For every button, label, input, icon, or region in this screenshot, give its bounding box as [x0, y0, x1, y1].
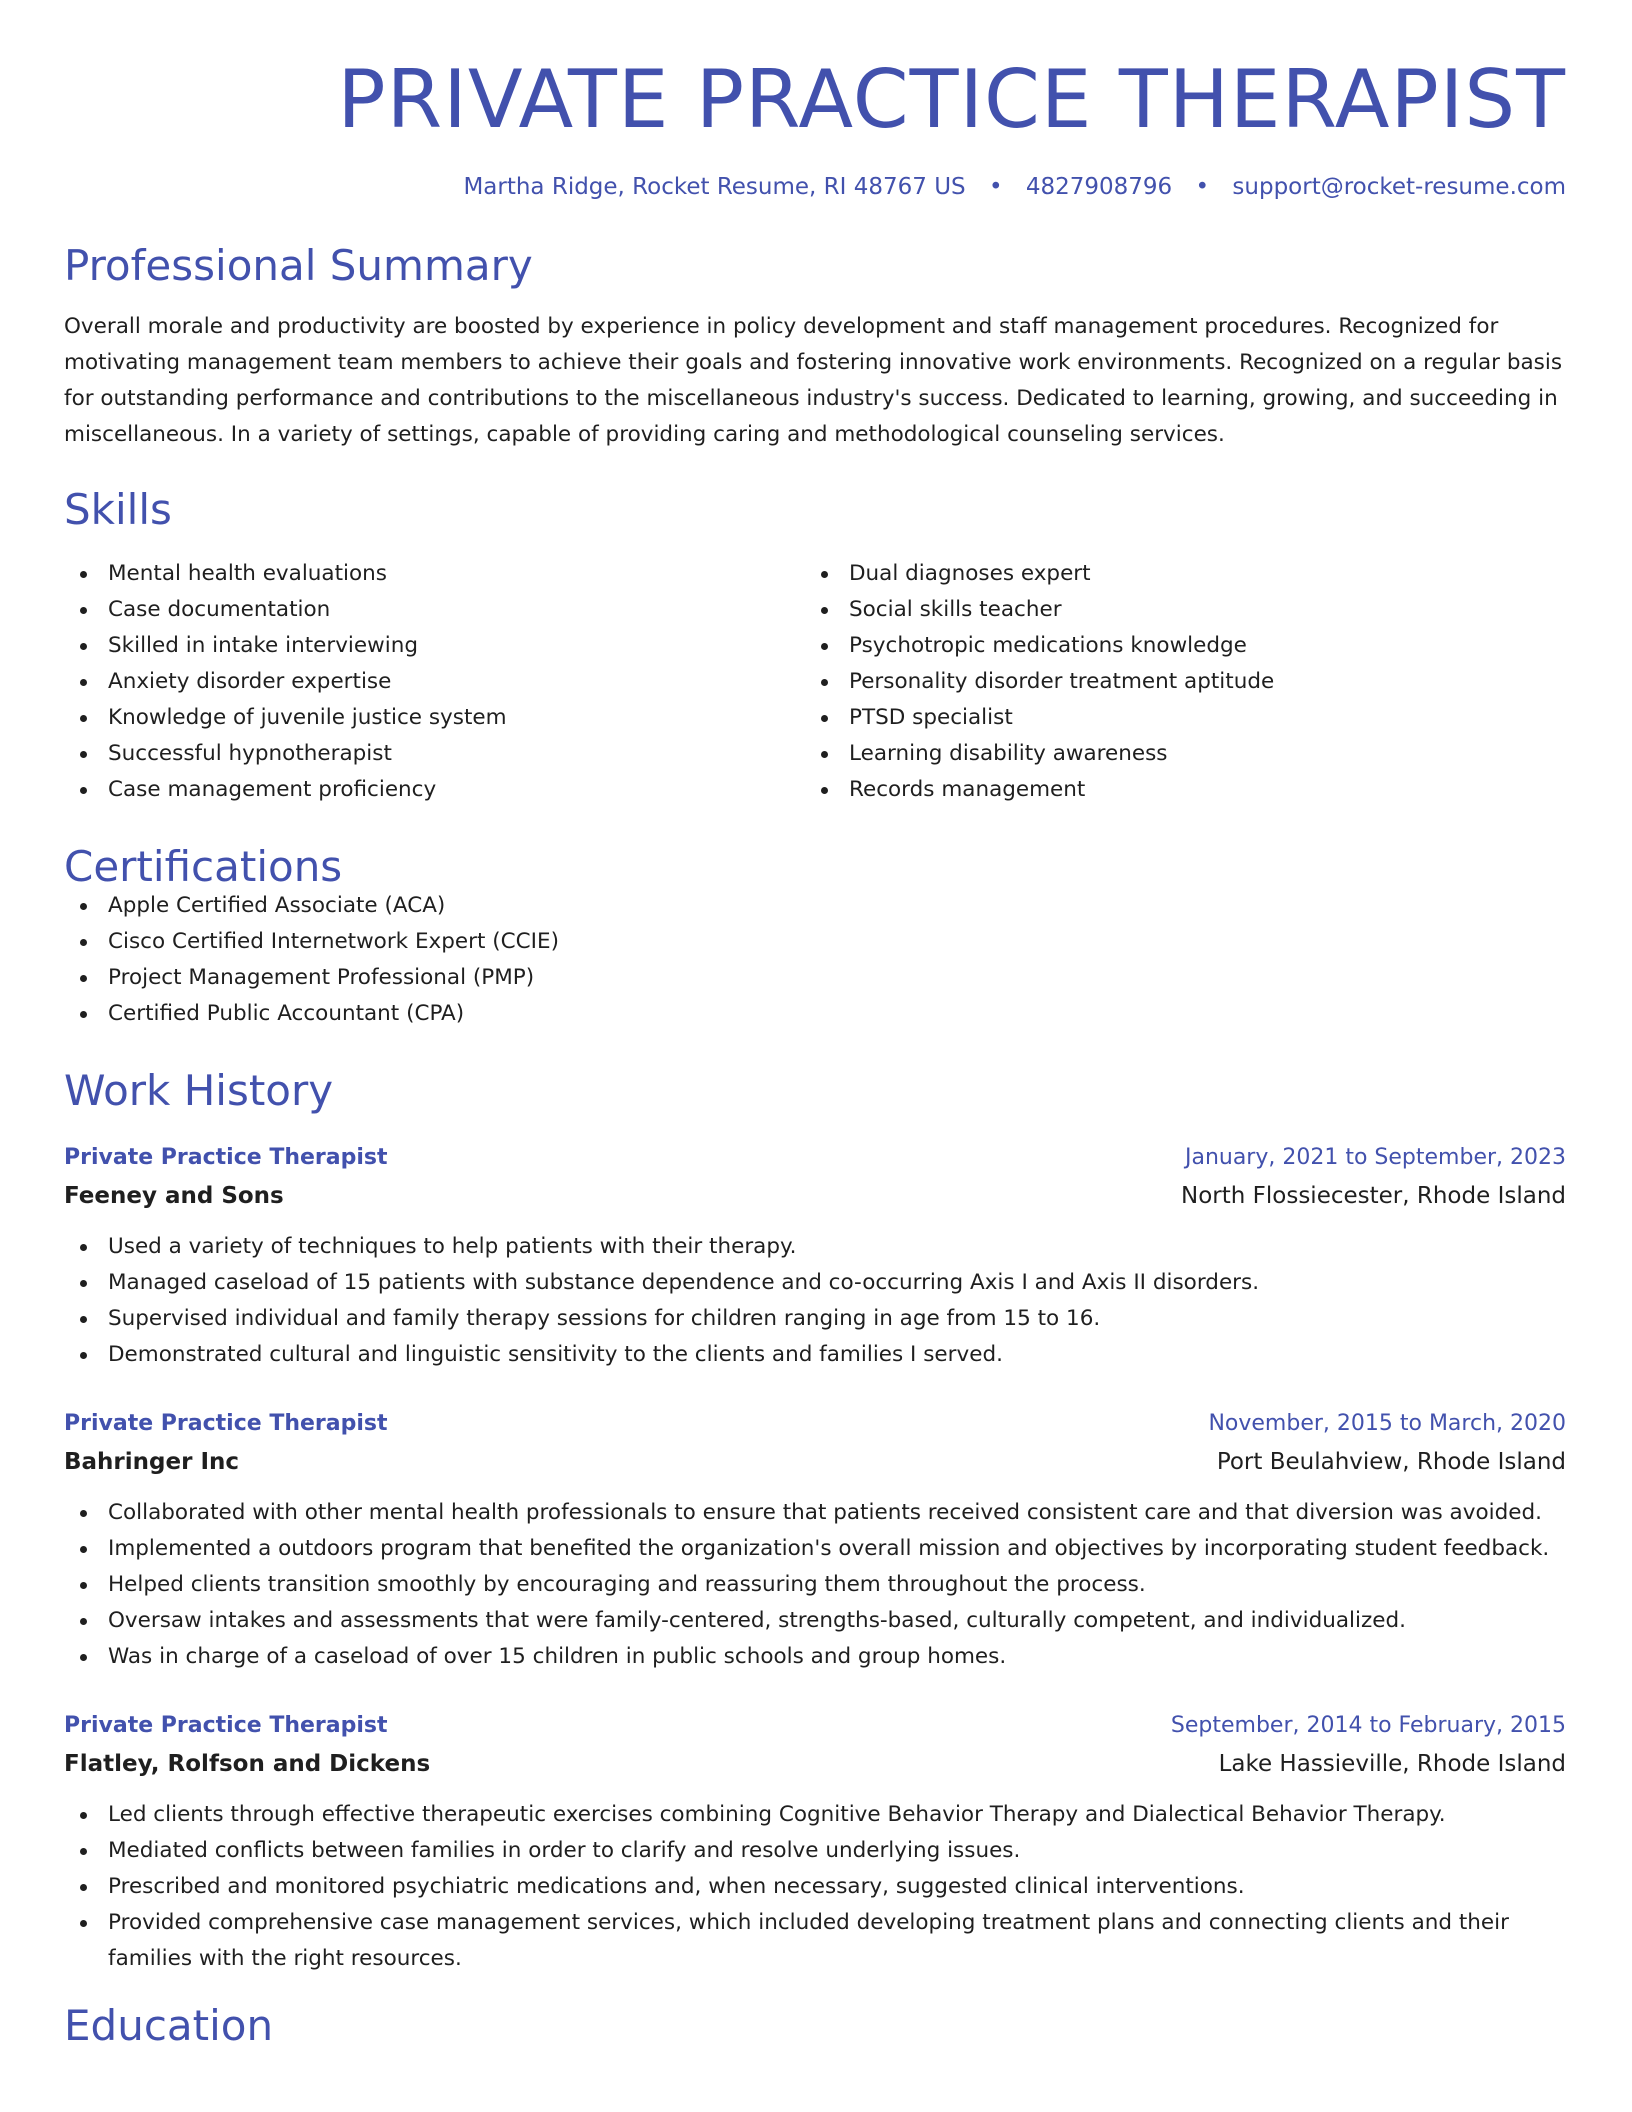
certification-item: Apple Certified Associate (ACA) — [64, 888, 1566, 924]
skill-item: Successful hypnotherapist — [64, 736, 805, 772]
duty-item: Oversaw intakes and assessments that were family-centered, strengths-based, culturally competent, and individualized. — [64, 1603, 1566, 1639]
work-history-heading: Work History — [64, 1066, 334, 1115]
contact-separator: • — [988, 174, 1003, 200]
job-company: Bahringer Inc — [64, 1449, 240, 1475]
job-location: Lake Hassieville, Rhode Island — [1218, 1751, 1566, 1777]
skills-heading: Skills — [64, 485, 172, 534]
duty-item: Was in charge of a caseload of over 15 children in public schools and group homes. — [64, 1639, 1566, 1675]
duty-item: Used a variety of techniques to help patients with their therapy. — [64, 1229, 1566, 1265]
education-heading: Education — [64, 2001, 274, 2050]
skill-item: Anxiety disorder expertise — [64, 664, 805, 700]
skills-list-right — [805, 556, 1546, 808]
duty-item: Provided comprehensive case management services, which included developing treatment plans and connecting clients and their families with the right resources. — [64, 1905, 1566, 1977]
certifications-list — [64, 888, 1566, 1032]
job-title: Private Practice Therapist — [64, 1713, 388, 1738]
job-dates: November, 2015 to March, 2020 — [1208, 1411, 1566, 1436]
certifications-heading: Certifications — [64, 842, 343, 891]
contact-separator: • — [1195, 174, 1210, 200]
skill-item: Records management — [805, 772, 1546, 808]
contact-phone: 4827908796 — [1025, 174, 1173, 200]
job-duties — [64, 1495, 1566, 1675]
job-location: North Flossiecester, Rhode Island — [1181, 1183, 1566, 1209]
duty-item: Led clients through effective therapeutic exercises combining Cognitive Behavior Therapy and Dialectical Behavior Therapy. — [64, 1797, 1566, 1833]
job-location: Port Beulahview, Rhode Island — [1216, 1449, 1566, 1475]
job-title: Private Practice Therapist — [64, 1145, 388, 1170]
certification-item: Certified Public Accountant (CPA) — [64, 996, 1566, 1032]
skill-item: Learning disability awareness — [805, 736, 1546, 772]
summary-heading: Professional Summary — [64, 241, 533, 290]
summary-text: Overall morale and productivity are boosted by experience in policy development and staff management procedures. Recognized for motivating management team members to achieve their goals and fostering innovative work environments. Recognized on a regular basis for outstanding performance and contributions to the miscellaneous industry's success. Dedicated to learning, growing, and succeeding in miscellaneous. In a variety of settings, capable of providing caring and methodological counseling services. — [64, 314, 1563, 447]
skills-columns — [64, 556, 1566, 808]
duty-item: Implemented a outdoors program that benefited the organization's overall mission and objectives by incorporating student feedback. — [64, 1531, 1566, 1567]
duty-item: Managed caseload of 15 patients with substance dependence and co-occurring Axis I and Axis II disorders. — [64, 1265, 1566, 1301]
job-dates: January, 2021 to September, 2023 — [1184, 1145, 1566, 1170]
resume-page — [64, 0, 1566, 2050]
certification-item: Cisco Certified Internetwork Expert (CCIE) — [64, 924, 1566, 960]
job-dates: September, 2014 to February, 2015 — [1170, 1713, 1566, 1738]
skill-item: Social skills teacher — [805, 592, 1546, 628]
skill-item: Dual diagnoses expert — [805, 556, 1546, 592]
duty-item: Mediated conflicts between families in order to clarify and resolve underlying issues. — [64, 1833, 1566, 1869]
skill-item: Case management proficiency — [64, 772, 805, 808]
job-entry — [64, 1406, 1566, 1675]
duty-item: Prescribed and monitored psychiatric medications and, when necessary, suggested clinical interventions. — [64, 1869, 1566, 1905]
duty-item: Collaborated with other mental health professionals to ensure that patients received consistent care and that diversion was avoided. — [64, 1495, 1566, 1531]
skill-item: Psychotropic medications knowledge — [805, 628, 1546, 664]
job-company: Flatley, Rolfson and Dickens — [64, 1751, 431, 1777]
resume-title: PRIVATE PRACTICE THERAPIST — [337, 53, 1566, 146]
skill-item: Knowledge of juvenile justice system — [64, 700, 805, 736]
skill-item: Mental health evaluations — [64, 556, 805, 592]
duty-item: Helped clients transition smoothly by encouraging and reassuring them throughout the process. — [64, 1567, 1566, 1603]
job-duties — [64, 1229, 1566, 1373]
skill-item: Skilled in intake interviewing — [64, 628, 805, 664]
skill-item: Case documentation — [64, 592, 805, 628]
certification-item: Project Management Professional (PMP) — [64, 960, 1566, 996]
job-entry — [64, 1140, 1566, 1373]
duty-item: Supervised individual and family therapy sessions for children ranging in age from 15 to 16. — [64, 1301, 1566, 1337]
contact-address: Martha Ridge, Rocket Resume, RI 48767 US — [463, 174, 966, 200]
contact-email[interactable]: support@rocket-resume.com — [1232, 174, 1566, 200]
duty-item: Demonstrated cultural and linguistic sensitivity to the clients and families I served. — [64, 1337, 1566, 1373]
job-entry — [64, 1708, 1566, 1977]
skill-item: PTSD specialist — [805, 700, 1546, 736]
job-company: Feeney and Sons — [64, 1183, 284, 1209]
skill-item: Personality disorder treatment aptitude — [805, 664, 1546, 700]
job-duties — [64, 1797, 1566, 1977]
job-title: Private Practice Therapist — [64, 1411, 388, 1436]
skills-list-left — [64, 556, 805, 808]
contact-line — [64, 174, 1566, 200]
